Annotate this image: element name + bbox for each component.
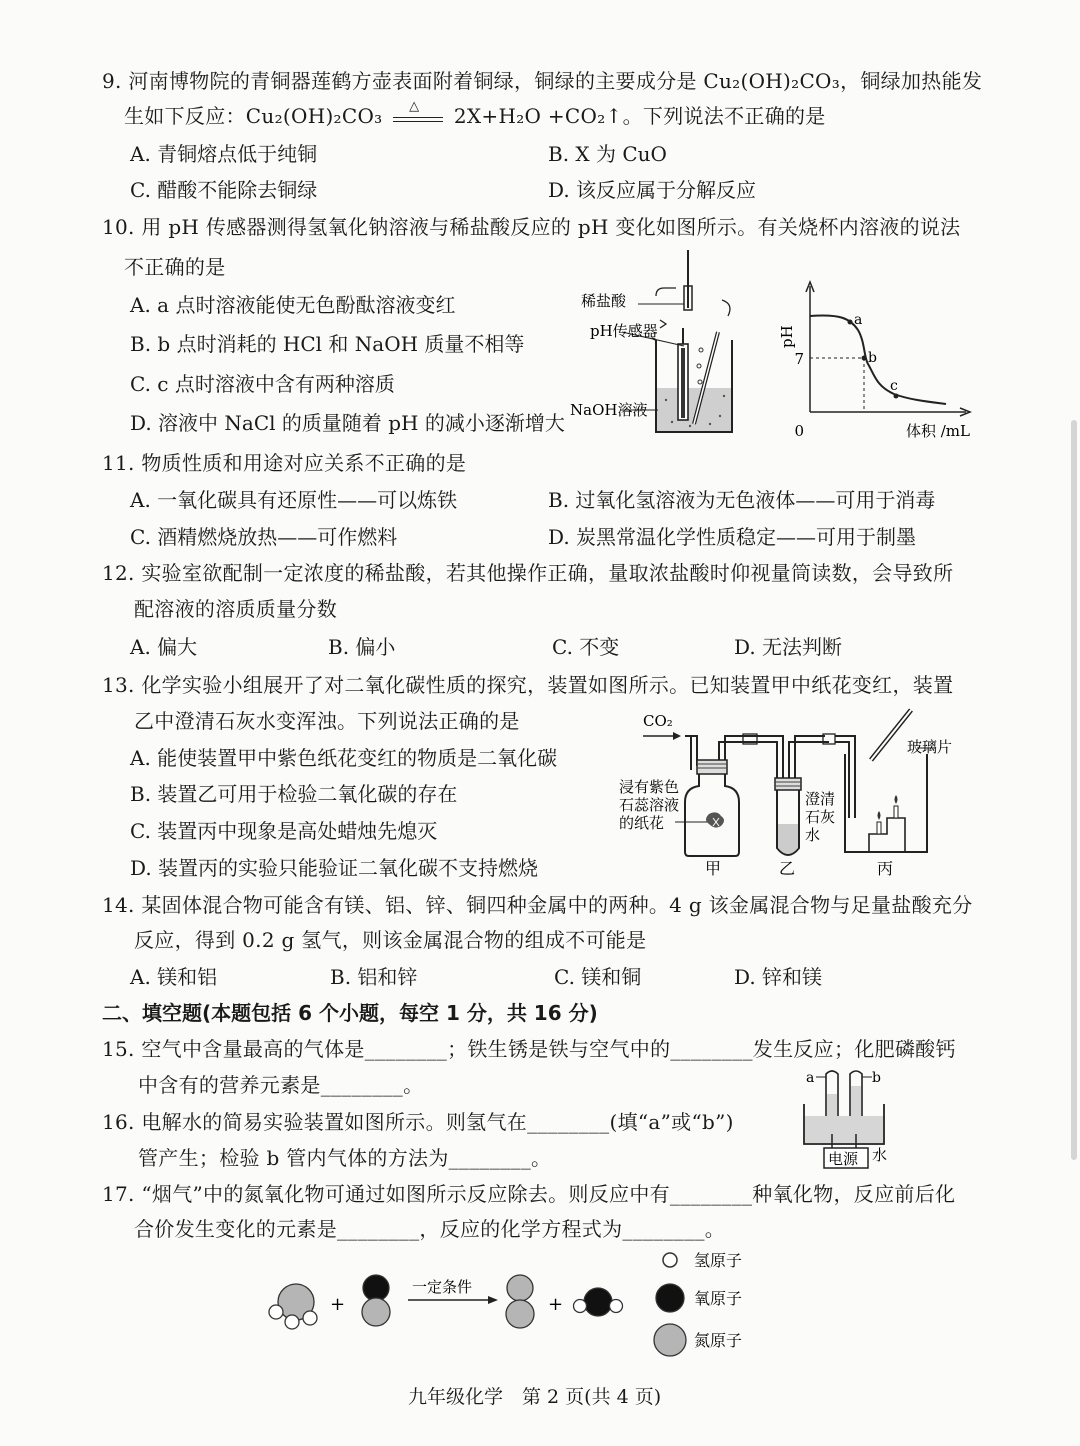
q11-option-c[interactable]: C. 酒精燃烧放热——可作燃料 [130,525,398,549]
n2-molecule [506,1275,534,1328]
q12-option-d[interactable]: D. 无法判断 [734,635,843,659]
y-tick-7: 7 [794,350,804,368]
point-a-label: a [854,312,863,328]
q14-option-a[interactable]: A. 镁和铝 [130,965,218,989]
q12-stem-line1: 12. 实验室欲配制一定浓度的稀盐酸，若其他操作正确，量取浓盐酸时仰视量筒读数，会导致所 [102,561,954,585]
point-b-label: b [868,350,877,366]
q14-stem-line1: 14. 某固体混合物可能含有镁、铝、锌、铜四种金属中的两种。4 g 该金属混合物与足量盐酸充分 [102,893,973,917]
q14-option-c[interactable]: C. 镁和铜 [554,965,642,989]
q9-stem-line1: 9. 河南博物院的青铜器莲鹤方壶表面附着铜绿，铜绿的主要成分是 Cu₂(OH)₂CO₃，铜绿加热能发 [102,69,983,93]
q14-option-d[interactable]: D. 锌和镁 [734,965,823,989]
label-ph-sensor: pH传感器 [590,322,658,340]
q16-electrolysis-figure [796,1064,896,1172]
q12-option-c[interactable]: C. 不变 [552,635,620,659]
label-naoh-solution: NaOH溶液 [570,401,648,419]
q9-option-a[interactable]: A. 青铜熔点低于纯铜 [130,142,318,166]
q11-stem: 11. 物质性质和用途对应关系不正确的是 [102,451,467,475]
q13-option-c[interactable]: C. 装置丙中现象是高处蜡烛先熄灭 [130,819,438,843]
q10-option-c[interactable]: C. c 点时溶液中含有两种溶质 [130,372,395,396]
q17-line2: 合价发生变化的元素是________，反应的化学方程式为________。 [134,1217,726,1241]
limewater-label-1: 澄清 [805,790,836,808]
q9-option-c[interactable]: C. 醋酸不能除去铜绿 [130,178,318,202]
legend-nitrogen: 氮原子 [694,1331,743,1350]
q16-line1: 16. 电解水的简易实验装置如图所示。则氢气在________(填“a”或“b”) [102,1110,734,1134]
q9-option-d[interactable]: D. 该反应属于分解反应 [548,178,757,202]
point-c-label: c [890,378,898,394]
hydrogen-legend-icon [663,1253,677,1267]
q15-line2: 中含有的营养元素是________。 [138,1073,424,1097]
plus-sign-2: + [548,1294,564,1315]
heat-mark: △ [409,98,420,114]
water-molecule [574,1288,623,1316]
q9-option-b[interactable]: B. X 为 CuO [548,142,667,166]
water-label: 水 [872,1146,888,1164]
q12-option-a[interactable]: A. 偏大 [130,635,198,659]
legend-hydrogen: 氢原子 [694,1251,743,1270]
flower-label-3: 的纸花 [619,814,665,832]
section-fill-in-heading: 二、填空题(本题包括 6 个小题，每空 1 分，共 16 分) [102,1001,598,1025]
apparatus-bing-label: 丙 [877,859,894,878]
apparatus-jia-label: 甲 [705,859,722,878]
point-b-marker [862,356,867,361]
reaction-condition: 一定条件 [412,1278,473,1296]
scrollbar[interactable] [1071,420,1077,1160]
q11-option-b[interactable]: B. 过氧化氢溶液为无色液体——可用于消毒 [548,488,936,512]
q14-stem-line2: 反应，得到 0.2 g 氢气，则该金属混合物的组成不可能是 [134,928,647,952]
apparatus-yi-label: 乙 [779,859,796,878]
q10-ph-chart [770,278,980,448]
q9-stem-line2-b: 2X+H₂O +CO₂↑。下列说法不正确的是 [453,104,826,128]
q16-line2: 管产生；检验 b 管内气体的方法为________。 [138,1146,552,1170]
limewater-label-2: 石灰 [805,808,836,826]
q13-apparatus-figure [615,706,975,878]
q10-beaker-figure [560,240,760,440]
oxygen-legend-icon [656,1284,684,1312]
y-axis-label: pH [778,325,796,348]
reaction-arrow [389,98,447,128]
point-c-marker [894,394,899,399]
q11-option-a[interactable]: A. 一氧化碳具有还原性——可以炼铁 [130,488,458,512]
q12-stem-line2: 配溶液的溶质质量分数 [134,597,337,621]
q9-stem-line2 [124,98,826,129]
flower-label-2: 石蕊溶液 [619,796,680,814]
q15-line1: 15. 空气中含量最高的气体是________；铁生锈是铁与空气中的________发生反应；化肥磷酸钙 [102,1037,956,1061]
flower-label-1: 浸有紫色 [619,778,680,796]
q10-option-d[interactable]: D. 溶液中 NaCl 的质量随着 pH 的减小逐渐增大 [130,411,565,435]
ammonia-molecule [269,1284,317,1329]
tube-a-label: a [806,1070,815,1086]
q12-option-b[interactable]: B. 偏小 [328,635,396,659]
co2-label: CO₂ [643,712,673,730]
nitrogen-legend-icon [654,1324,686,1356]
ph-curve [810,316,946,404]
point-a-marker [848,320,853,325]
q13-option-a[interactable]: A. 能使装置甲中紫色纸花变红的物质是二氧化碳 [130,746,558,770]
plus-sign-1: + [330,1294,346,1315]
page-footer: 九年级化学 第 2 页(共 4 页) [408,1386,662,1408]
q10-option-b[interactable]: B. b 点时消耗的 HCl 和 NaOH 质量不相等 [130,332,525,356]
q13-option-b[interactable]: B. 装置乙可用于检验二氧化碳的存在 [130,782,458,806]
q10-stem-line1: 10. 用 pH 传感器测得氢氧化钠溶液与稀盐酸反应的 pH 变化如图所示。有关烧杯内溶液的说法 [102,215,961,239]
q9-stem-line2-a: 生如下反应：Cu₂(OH)₂CO₃ [124,104,383,128]
q11-option-d[interactable]: D. 炭黑常温化学性质稳定——可用于制墨 [548,525,917,549]
glass-plate-label: 玻璃片 [907,738,953,756]
origin-label: 0 [794,422,804,440]
legend-oxygen: 氧原子 [694,1289,743,1308]
label-dilute-hcl: 稀盐酸 [580,292,626,310]
q13-stem-line1: 13. 化学实验小组展开了对二氧化碳性质的探究，装置如图所示。已知装置甲中纸花变红，装置 [102,673,954,697]
q13-stem-line2: 乙中澄清石灰水变浑浊。下列说法正确的是 [134,709,520,733]
q10-stem-line2: 不正确的是 [124,255,226,279]
x-axis-label: 体积 /mL [905,422,970,440]
q13-option-d[interactable]: D. 装置丙的实验只能验证二氧化碳不支持燃烧 [130,856,539,880]
power-supply-label: 电源 [828,1150,859,1168]
q10-option-a[interactable]: A. a 点时溶液能使无色酚酞溶液变红 [130,293,456,317]
limewater-label-3: 水 [805,826,821,844]
no-molecule [362,1275,390,1326]
tube-b-label: b [872,1070,881,1086]
q17-line1: 17. “烟气”中的氮氧化物可通过如图所示反应除去。则反应中有________种氧化物，反应前后化 [102,1182,956,1206]
q17-reaction-figure [258,1246,778,1364]
q14-option-b[interactable]: B. 铝和锌 [330,965,418,989]
